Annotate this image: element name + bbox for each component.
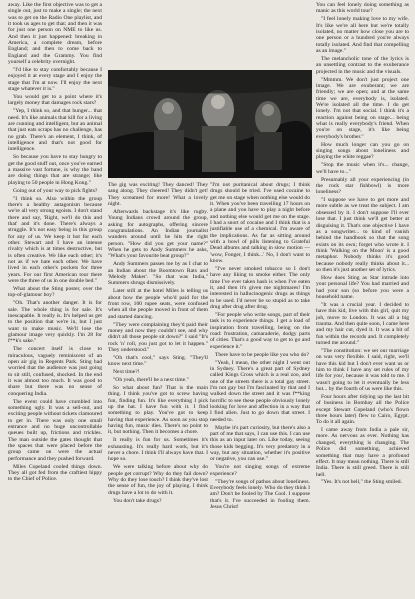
paragraph: So because you have to stay hungry to get the good stuff out, once you've earned a massive vast fortune, is why the band are doing things that are strange; like playing to 50 people in Hong Kong." (8, 154, 102, 186)
paragraph: How much longer can you go on singing songs about loneliness and playing the white reggae? (316, 141, 409, 161)
paragraph: Andy Summers passes me by as I chat to an Indian about the Boomtown Rats and 'Melody Maker'. "So that was India," Summers shrugs dismissively. (108, 261, 208, 287)
paragraph: The event could have crumbled into something ugly. It was a sell-out, and exciting people without tickets clamoured to get in. There was only one small entrance and no huge uncontrollable queues built up, frictions and trickles. The man outside the gates thought that the spaces that were placed before the group came on were the actual performance and they pushed forward. (8, 398, 102, 462)
paragraph: So what about fun? That is the main thing. I think you've got to screw having fun, finding fun. It's like everything I pick up the hat. I have fun with it. I find something to play. You've got to keep having that experience. As soon as you stop having fun, music dies. There's no point to it, but nothing. Then it becomes a chore. (108, 385, 208, 436)
paragraph: Going out of your way to pick fights? (13, 187, 98, 194)
paragraph: Maybe it's part curiosity, but there's also a part of me that says, I can use this. I can use this as an input later on. Like today, seeing those kids begging. It's very predatory in a way, but any situation, whether it's positive or negative, you can use." (210, 424, 310, 463)
paragraph: "Yeah, I mean, the other night I went out in Sydney. There's a great part of Sydney called Kings Cross which is a real zoo, and one of the streets there is a total gay street. I'm not gay but I'm fascinated by that and I walked down the street and it was f**king horrific to see these people obviously lonely looking for love and affection in a way that I find alien. Just to go down that street. I needed to. (210, 359, 310, 423)
paragraph: Miles Copeland cooled things down. They all got fed from the craftiest hippy to the Chief of Police. (8, 463, 102, 483)
paragraph: "I suppose we have to get more and more subtle as we treat the subject. I am obsessed by it. I don't suppose I'll ever lose that. I just think we'll get better at disguising it. That's one objective I have as a songwriter... to kind of vanish behind the handbook so that the song exists on its own; forget who wrote it. I think 'Walking on the Moon' is a good metaphor. Nobody thinks it's good because nobody really thinks about it... so then it's just another set of lyrics. (316, 197, 409, 273)
paragraph: "Yep, I think so, and that hunger... that need. It's like animals that kill for a living are cunning and intelligent, but an animal that just eats scraps has no challenge, has no grab. There's an element, I think, of intelligence and that's not good for intelligence. (8, 108, 102, 153)
paragraph: "Yes. It's not hell," the Sting smiled. (321, 479, 402, 486)
concert-photo (108, 70, 312, 178)
paragraph: The melancholic tone of the lyrics is an unsettling contrast to the exuberance projected in the music and the visuals. (316, 55, 409, 75)
paragraph: "For people who write songs, part of their task is to experience things. I get a load of inspiration from travelling, being on the road: frustration, camaraderie, dodgy parts of cities. That's a good way to get to go and experience it." (210, 312, 310, 350)
article-column-2 (108, 182, 208, 594)
paragraph: "I'm not puritanical about drugs; I think drugs should be tried. I've used cocaine to get me on stage when nothing else would do it. When you've been travelling 17 hours on a plane and you have to play a night before and nothing else would get me on the stage. I had a snort of cocaine and I think that is a justifiable use of a chemical. I'm aware of the implications. As far as sitting around with a bowl of pills listening to Grateful Dead albums and talking in slow motion — 'wow, Fonger, I think...' No, I don't want to know. (210, 182, 310, 265)
paragraph: You would get to a point where it's largely money that damages rock stars? (8, 94, 102, 107)
paragraph: There have to be people like you who do? (215, 351, 309, 358)
paragraph: "I feel lonely making love to my wife. It's like we're all here but we're totally isolated, no matter how close you are to one person or a hundred you're always totally isolated. And find that compelling as an image." (316, 16, 409, 54)
paragraph: Next time?! (113, 369, 140, 376)
paragraph: "They're songs of pathos about loneliness. Everybody feels lonely. Who do they think I am? Don't be fooled by The Cool. I suppose that's it. I've succeeded in fooling them. Jesus Christ! (210, 478, 310, 510)
paragraph: What about the Sting poster, over the top-of-glamour boy? (8, 285, 102, 299)
paragraph: Presumably all your experiencing (in the rock star fishbowl) is more loneliness? (316, 176, 409, 196)
paragraph: It really is fun for us. Sometimes it's exhausting. It's really hard work, but it's never a chore. I think I'll always have that. I hope so. (108, 437, 208, 463)
paragraph: How does Sting as Star intrude into your personal life? You had married and had your son (so before you were a household name. (316, 274, 409, 300)
paragraph: "The constitution: we set our marriage on was very flexible. I said, right, we'll have this kid but I don't ever want us or him to think I have any set rules of my life for you', because it was told to me. I wasn't going to let it eventually be less but... by the fourth of us were like this. (316, 347, 409, 392)
paragraph: We were talking before about why do people get corrupt? Why do they fail down? Why do they lose touch? I think they've lost the sense of fun, the joy of playing. I think drugs have a lot to do with it. (108, 464, 208, 496)
paragraph: "Oh yeah, there'll be a next time." (113, 377, 189, 384)
paragraph: "I've never smoked tobacco so I don't have any liking to smoke either. The only time I've ever taken hash is when I've eaten it, and then it's given me nightmares! I'm interested in hallucinogenic drugs as things to be used. I'd never be so stupid as to take drug after drug after drug. (210, 266, 310, 311)
paragraph: "Oh that's cool," says Sting. "They'll know next time." (108, 354, 208, 368)
paragraph: "They were complaining they'd paid their money and now they couldn't see, and why didn't all those people sit down?" I said "It's rock 'n' roll, you just got to let it happen." They understood." (108, 321, 208, 353)
paragraph: "Oh. That's another danger. It is for sale. The whole thing is for sale. It's inescapable. It really is. It's helped us get to the position that we're in, but I just want to make music. We'll lose the glamour image very quickly. I'm 28 for f**k's sake." (8, 300, 102, 345)
paragraph: The gig was exciting! They danced! They sang along. They cheered! They didn't get! They screamed for more! What a lovely night. (108, 182, 208, 208)
article-column-4 (316, 2, 409, 594)
article-column-3 (210, 182, 310, 594)
article-column-1 (8, 2, 102, 594)
paragraph: Afterwards backstage it's like rugby. Young Indians crowd around the group, asking for autographs, offering sincere congratulations. An Indian journalist wanders around until he hits the right person. "How did you get your name?" When he gets to Andy Summers he asks, "What's your favourite beat group?" (108, 208, 208, 260)
paragraph: Four hours after tidying up the last bit of business in Bombay all the Police except Stewart Copeland (who's flown three hours later) flew to Cairo, Egypt. To do it all again. (316, 393, 409, 426)
paragraph: "I think so. Also within the group there's a healthy antagonism because we're all very strong egoists. I don't stand there and say, 'Right, we'll do this and that' and it's done. There's always a struggle. It's not easy being in this group for any of us. We keep it hot for each other. Stewart and I have an intense rivalry which is at times destructive, but is often creative. We like each other; it's not as if we hate each other. We have lived in each other's pockets for three years. For our first American tour there were the three of us in one double bed." (8, 195, 102, 284)
paragraph: Later still at the hotel Miles is telling us about how the people who'd paid for the front row, 100 rupee seats, were confused when all the people moved in front of them and started dancing. (108, 288, 208, 320)
paragraph: "Stop the music when it's... change, we'll have to..." (316, 162, 409, 175)
paragraph: I came away from India a pale sir, more. As nervous as ever. Nothing has changed, everything is changing. The Police did something, achieved something that may have a profound effect. It may mean nothing. There is still India. There is still greed. There is still hell. (316, 427, 409, 478)
paragraph: "I'd like to stay comfortably because I enjoyed it at every stage and I enjoy the stage that I'm at now. I'll enjoy the next stage whatever it is." (8, 67, 102, 93)
paragraph: You can feel lonely doing something as manic as this world tour? (316, 2, 409, 15)
concert-photo-image (108, 70, 312, 178)
paragraph: You don't take drugs? (113, 497, 162, 504)
paragraph: You're not singing songs of extreme experience? (210, 464, 310, 477)
paragraph: "Mmmm. We don't just project one image. We are exuberant; we are friendly; we are open; and at the same time we are, everybody is, isolated. We're isolated all the time. I do get lonely. I'm not that social. I think it's a reaction against being on stage... being what is really everybody's friend. When you're on stage, it's like being everybody's brother." (316, 76, 409, 140)
paragraph: The concert itself is close to miraculous, vaguely reminiscent of an open air gig in Regents Park. Sting had worried that the audience was just going to sit still, confused, shocked. In the end it was almost too much. It was good to share but there was no sense of conquering India. (8, 346, 102, 397)
paragraph: away. Like the first objective was to get a single out, just to make a single; the next was to get on the Radio One playlist, and it took us ages to get that; and then it was for just one person on NME to like us. And then it just happened: breaking in America, a complete dream, before England; and then to come back to England and the Grammy. You find yourself a celebrity overnight. (8, 2, 102, 66)
paragraph: "It was a crucial year. I decided to have this kid, live with this girl, quit my job, move to London. It was all a big trauma. And then quite soon, I came here and my hair cut, dyed it. It was a bit of fun within the records and. It completely turned me around." (316, 301, 409, 346)
